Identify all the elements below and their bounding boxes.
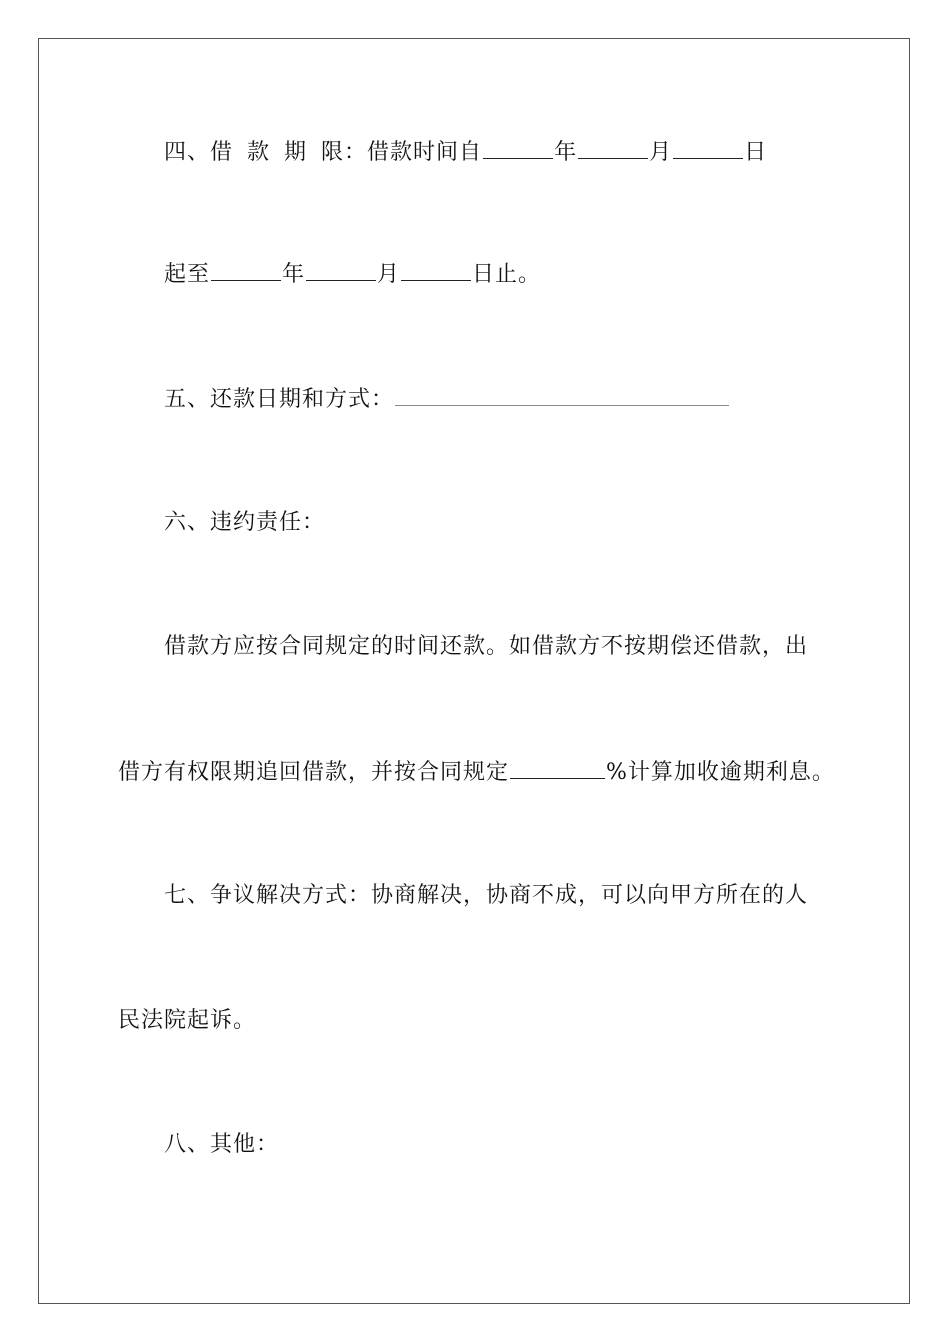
end-month-blank[interactable] [306,258,376,281]
repayment-method-blank[interactable] [395,383,729,406]
breach-paragraph-line-1 [164,632,808,662]
other-heading [164,1130,279,1160]
start-month-blank[interactable] [578,136,648,159]
loan-term-prefix: 四、借 [164,140,234,165]
breach-paragraph-text-1: 借款方应按合同规定的时间还款。如借款方不按期偿还借款，出 [164,634,809,659]
loan-term-char-3: 期 [284,140,308,165]
breach-heading-text: 六、违约责任： [164,510,326,535]
interest-rate-blank[interactable] [510,756,605,779]
end-day-label: 日止。 [472,262,542,287]
page-border [38,38,910,1304]
repayment-line [164,383,730,415]
repayment-label: 五、还款日期和方式： [164,387,395,412]
end-year-blank[interactable] [211,258,281,281]
start-year-label: 年 [554,140,578,165]
breach-paragraph-text-2b: %计算加收逾期利息。 [606,760,835,785]
dispute-line-2 [118,1006,256,1036]
end-day-blank[interactable] [401,258,471,281]
breach-paragraph-text-2a: 借方有权限期追回借款，并按合同规定 [118,760,510,785]
other-heading-text: 八、其他： [164,1132,280,1157]
breach-paragraph-line-2 [118,756,835,788]
start-month-label: 月 [649,140,673,165]
loan-term-char-2: 款 [247,140,271,165]
start-day-label: 日 [744,140,768,165]
loan-term-line-1 [164,136,767,168]
end-year-label: 年 [282,262,306,287]
dispute-line-1 [164,881,808,911]
dispute-text-2: 民法院起诉。 [118,1008,257,1033]
loan-term-label: 限：借款时间自 [321,140,483,165]
dispute-text-1: 七、争议解决方式：协商解决，协商不成，可以向甲方所在的人 [164,883,809,908]
start-day-blank[interactable] [673,136,743,159]
start-year-blank[interactable] [483,136,553,159]
loan-term-line-2 [164,258,541,290]
breach-heading [164,508,325,538]
end-date-prefix: 起至 [164,262,211,287]
end-month-label: 月 [377,262,401,287]
